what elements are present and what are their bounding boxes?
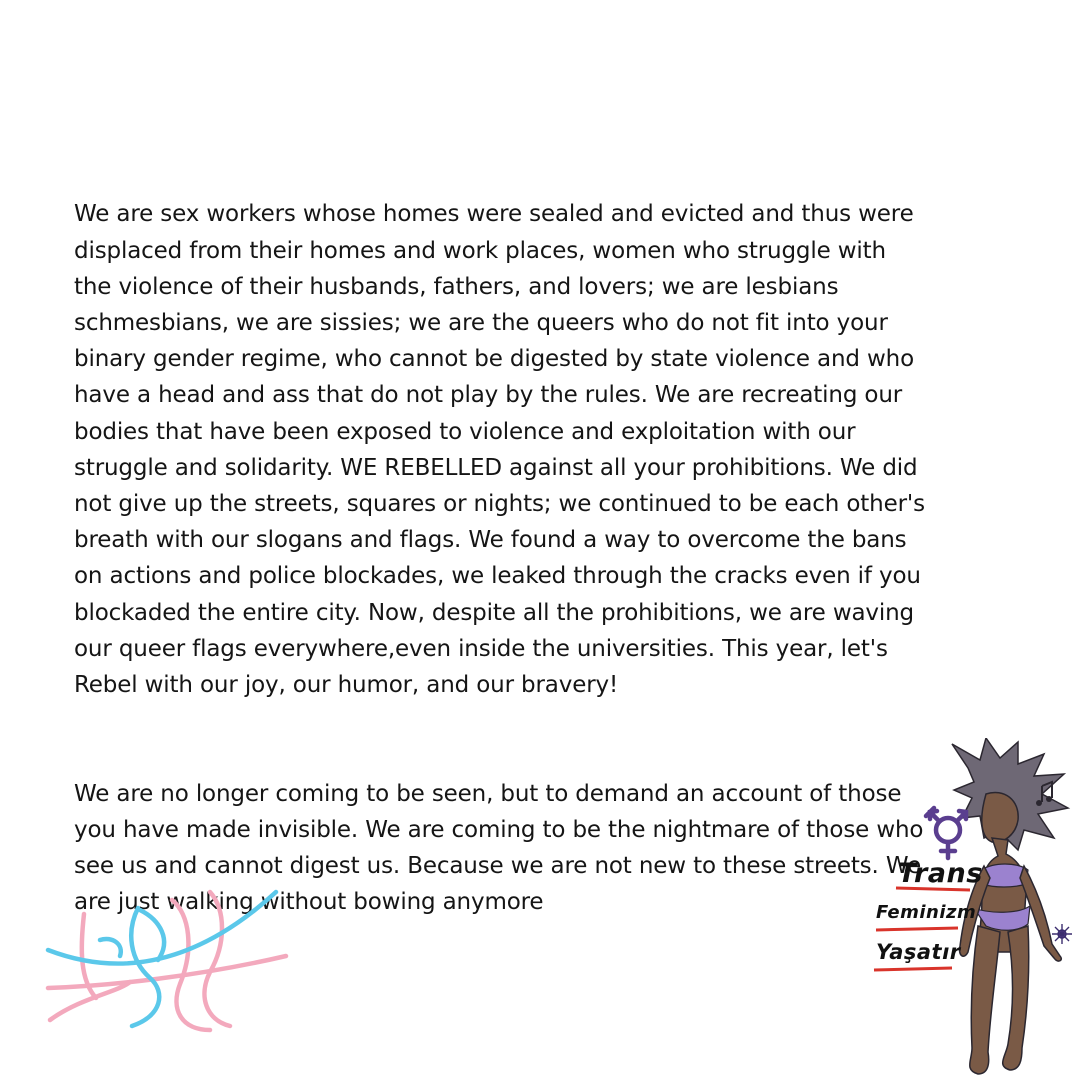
statement-paragraph-1: We are sex workers whose homes were sealed and evicted and thus were displaced from their homes and work places, women who struggle with the violence of their husbands, fathers, and lovers; we are lesbians schmesbians, we are sissies; we are the queers who do not fit into your binary gender regime, who cannot be digested by state violence and who have a head and ass that do not play by the rules. We are recreating our bodies that have been exposed to violence and exploitation with our struggle and solidarity. WE REBELLED against all your prohibitions. We did not give up the streets, squares or nights; we continued to be each other's breath with our slogans and flags. We found a way to overcome the bans on actions and police blockades, we leaked through the cracks even if you blockaded the entire city. Now, despite all the prohibitions, we are waving our queer flags everywhere,even inside the universities. This year, let's Rebel with our joy, our humor, and our bravery!	[74, 201, 925, 699]
sticker-word-feminizm: Feminizm	[876, 902, 977, 923]
trans-ribbon-icon	[40, 880, 290, 1040]
statement-paragraph-2: We are no longer coming to be seen, but to demand an account of those you have made invisible. We are coming to be the nightmare of those who see us and cannot digest us. Because we are not new to these streets. We are just walking without bowing anymore	[74, 780, 924, 916]
statement-text	[74, 124, 1004, 957]
feminizm-underline	[876, 928, 958, 930]
transgender-symbol-icon	[926, 808, 966, 858]
flower-icon	[1052, 924, 1072, 944]
left-leg	[970, 926, 1000, 1074]
yasatir-underline	[874, 968, 952, 970]
sticker-word-yasatir: Yaşatır	[876, 940, 961, 964]
sticker-word-trans: Trans	[898, 858, 983, 889]
